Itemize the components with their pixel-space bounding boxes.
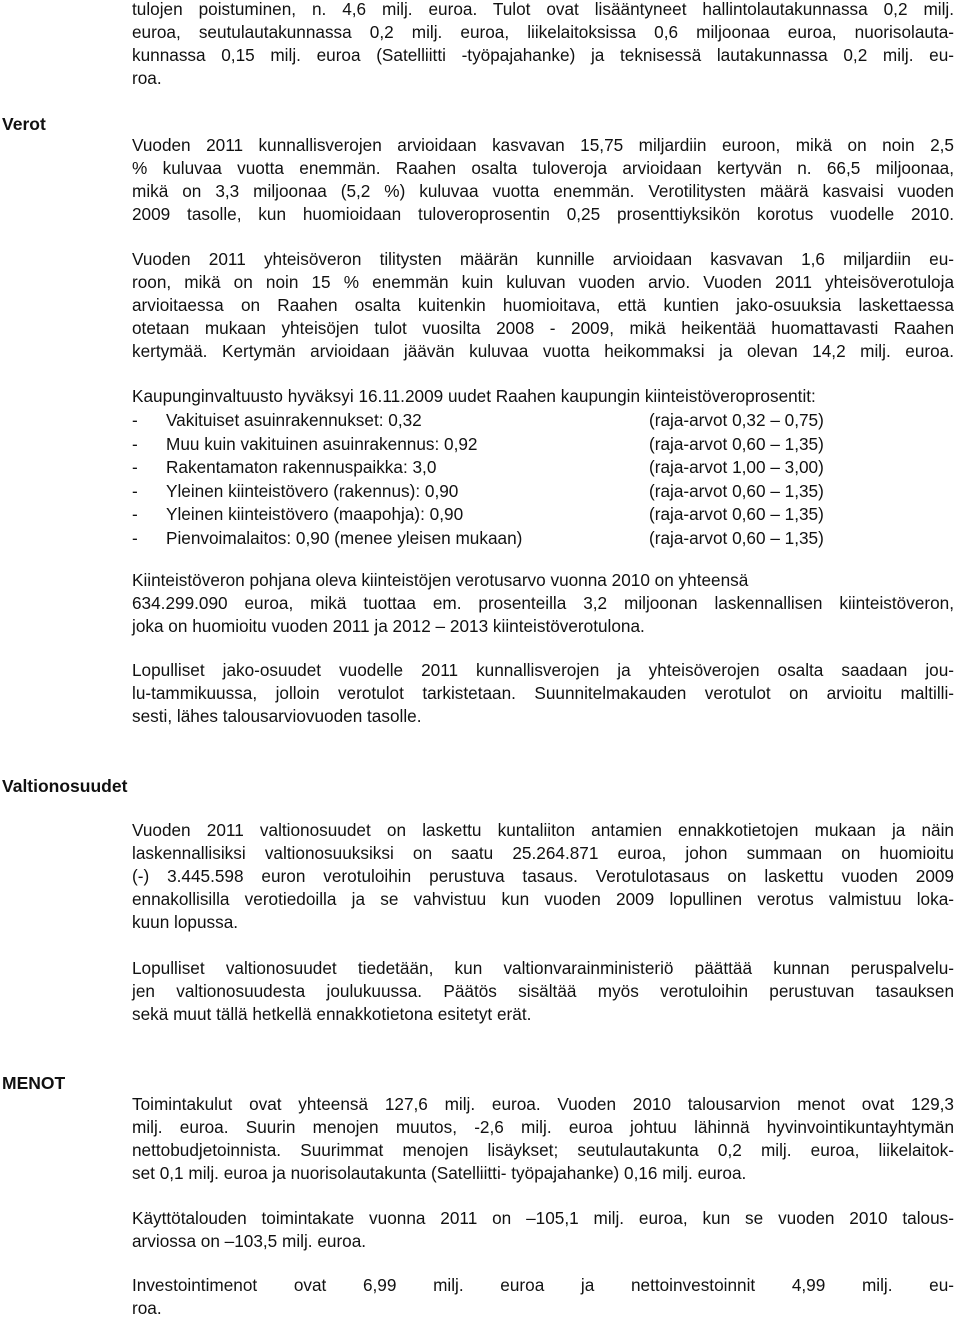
text-line: 2009 tasolle, kun huomioidaan tuloveroprosentin 0,25 prosenttiyksikön korotus vuodelle 2010. — [132, 204, 954, 224]
text-line: Lopulliset jako-osuudet vuodelle 2011 kunnallisverojen ja yhteisöverojen osalta saadaan jou- — [132, 660, 954, 680]
text-line: jen valtionosuudesta joulukuussa. Päätös sisältää myös verotuloihin perustuvan tasauksen — [132, 981, 954, 1001]
tax-rate-name: Yleinen kiinteistövero (rakennus): 0,90 — [166, 480, 459, 501]
text-line: Lopulliset valtionosuudet tiedetään, kun valtionvarainministeriö päättää kunnan peruspalvelu- — [132, 958, 954, 978]
text-line: kuun lopussa. — [132, 912, 239, 932]
text-line: (-) 3.445.598 euron verotuloihin perustuva tasaus. Verotulotasaus on laskettu vuoden 2009 — [132, 866, 954, 886]
text-line: kertymää. Kertymän arvioidaan jäävän kuluvaa vuotta heikommaksi ja olevan 14,2 milj. euroa. — [132, 341, 954, 361]
text-line: 634.299.090 euroa, mikä tuottaa em. prosenteilla 3,2 miljoonan laskennallisen kiinteistöveron, — [132, 593, 954, 613]
text-line: nettobudjetoinnista. Suurimmat menojen lisäykset; seutulautakunta 0,2 milj. euroa, liikelaitok- — [132, 1140, 954, 1160]
text-line: % kuluvaa vuotta enemmän. Raahen osalta tuloveroja arvioidaan kertyvän n. 66,5 miljoonaa, — [132, 158, 954, 178]
verot-paragraph-2 — [132, 248, 954, 363]
text-line: laskennallisiksi valtionosuuksiksi on saatu 25.264.871 euroa, johon summaan on huomioitu — [132, 843, 954, 863]
tax-rate-range: (raja-arvot 0,60 – 1,35) — [649, 480, 824, 501]
list-dash: - — [132, 457, 138, 477]
text-line: roon, mikä on noin 15 % enemmän kuin kuluvan vuoden arvio. Vuoden 2011 yhteisöverotuloja — [132, 272, 954, 292]
tax-rate-name: Yleinen kiinteistövero (maapohja): 0,90 — [166, 504, 464, 524]
text-line: mikä on 3,3 miljoonaa (5,2 %) kuluvaa vuotta enemmän. Verotilitysten määrä kasvaisi vuoden — [132, 181, 954, 201]
property-tax-item — [132, 433, 954, 457]
property-tax-item — [132, 503, 954, 527]
property-tax-intro — [132, 385, 954, 408]
property-tax-item — [132, 480, 954, 504]
text-line: roa. — [132, 1298, 162, 1318]
text-line: otetaan mukaan yhteisöjen tulot vuosilta 2008 - 2009, mikä heikentää huomattavasti Raahen — [132, 318, 954, 338]
text-line: Vuoden 2011 yhteisöveron tilitysten määrän kunnille arvioidaan kasvavan 1,6 miljardiin eu- — [132, 249, 954, 269]
text-line: ennakollisilla verotiedoilla ja se vahvistuu kun vuoden 2009 lopullinen verotus valmistuu loka- — [132, 889, 954, 909]
text-line: Kiinteistöveron pohjana oleva kiinteistöjen verotusarvo vuonna 2010 on yhteensä — [132, 570, 749, 590]
property-tax-item — [132, 409, 954, 433]
text-line: Vuoden 2011 kunnallisverojen arvioidaan kasvavan 15,75 miljardiin euroon, mikä on noin 2,5 — [132, 135, 954, 155]
list-dash: - — [132, 410, 138, 430]
section-heading-menot: MENOT — [2, 1073, 66, 1093]
list-dash: - — [132, 504, 138, 524]
intro-line: kunnassa 0,15 milj. euroa (Satelliitti -työpajahanke) ja teknisessä lautakunnassa 0,2 milj. eu- — [132, 45, 954, 65]
menot-paragraph-2 — [132, 1207, 954, 1253]
intro-paragraph — [132, 0, 954, 90]
valtionosuudet-paragraph-2 — [132, 957, 954, 1026]
verot-paragraph-4 — [132, 569, 954, 638]
property-tax-item — [132, 456, 954, 480]
intro-line: euroa, seutulautakunnassa 0,2 milj. euroa, liikelaitoksissa 0,6 miljoonaa euroa, nuorisolauta- — [132, 22, 954, 42]
property-tax-item — [132, 527, 954, 551]
verot-paragraph-1 — [132, 134, 954, 226]
text-line: arviossa on –103,5 milj. euroa. — [132, 1231, 367, 1251]
text-line: Vuoden 2011 valtionosuudet on laskettu kuntaliiton antamien ennakkotietojen mukaan ja näin — [132, 820, 954, 840]
list-dash: - — [132, 527, 138, 548]
tax-rate-name: Muu kuin vakituinen asuinrakennus: 0,92 — [166, 433, 478, 454]
text-line: milj. euroa. Suurin menojen muutos, -2,6 milj. euroa johtuu lähinnä hyvinvointikuntayhtymän — [132, 1117, 954, 1137]
text-line: lu-tammikuussa, jolloin verotulot tarkistetaan. Suunnitelmakauden verotulot on arvioitu maltilli- — [132, 683, 954, 703]
list-dash: - — [132, 433, 138, 454]
tax-rate-name: Rakentamaton rakennuspaikka: 3,0 — [166, 457, 437, 477]
tax-rate-range: (raja-arvot 0,60 – 1,35) — [649, 504, 824, 524]
text-line: arvioitaessa on Raahen osalta kuitenkin huomioitava, että kuntien jako-osuuksia laskettaessa — [132, 295, 954, 315]
text-line: Kaupunginvaltuusto hyväksyi 16.11.2009 uudet Raahen kaupungin kiinteistöveroprosentit: — [132, 386, 816, 406]
intro-line: roa. — [132, 68, 162, 88]
list-dash: - — [132, 480, 138, 501]
text-line: Käyttötalouden toimintakate vuonna 2011 on –105,1 milj. euroa, kun se vuoden 2010 talous- — [132, 1208, 954, 1228]
property-tax-list — [132, 409, 954, 550]
tax-rate-range: (raja-arvot 0,60 – 1,35) — [649, 527, 824, 548]
section-heading-valtionosuudet: Valtionosuudet — [2, 776, 128, 796]
tax-rate-range: (raja-arvot 0,60 – 1,35) — [649, 433, 824, 454]
section-heading-verot: Verot — [2, 114, 46, 134]
tax-rate-name: Pienvoimalaitos: 0,90 (menee yleisen mukaan) — [166, 527, 523, 548]
text-line: sekä muut tällä hetkellä ennakkotietona esitetyt erät. — [132, 1004, 532, 1024]
menot-paragraph-1 — [132, 1093, 954, 1185]
tax-rate-range: (raja-arvot 1,00 – 3,00) — [649, 457, 824, 477]
text-line: Toimintakulut ovat yhteensä 127,6 milj. euroa. Vuoden 2010 talousarvion menot ovat 129,3 — [132, 1094, 954, 1114]
intro-line: tulojen poistuminen, n. 4,6 milj. euroa. Tulot ovat lisääntyneet hallintolautakunnassa 0,2 milj. — [132, 0, 954, 19]
text-line: sesti, lähes talousarviovuoden tasolle. — [132, 706, 422, 726]
text-line: set 0,1 milj. euroa ja nuorisolautakunta (Satelliitti- työpajahanke) 0,16 milj. euroa. — [132, 1163, 747, 1183]
tax-rate-range: (raja-arvot 0,32 – 0,75) — [649, 410, 824, 430]
valtionosuudet-paragraph-1 — [132, 819, 954, 934]
verot-paragraph-5 — [132, 659, 954, 728]
text-line: Investointimenot ovat 6,99 milj. euroa ja nettoinvestoinnit 4,99 milj. eu- — [132, 1275, 954, 1295]
text-line: joka on huomioitu vuoden 2011 ja 2012 – 2013 kiinteistöverotulona. — [132, 616, 645, 636]
menot-paragraph-3 — [132, 1274, 954, 1320]
tax-rate-name: Vakituiset asuinrakennukset: 0,32 — [166, 410, 422, 430]
